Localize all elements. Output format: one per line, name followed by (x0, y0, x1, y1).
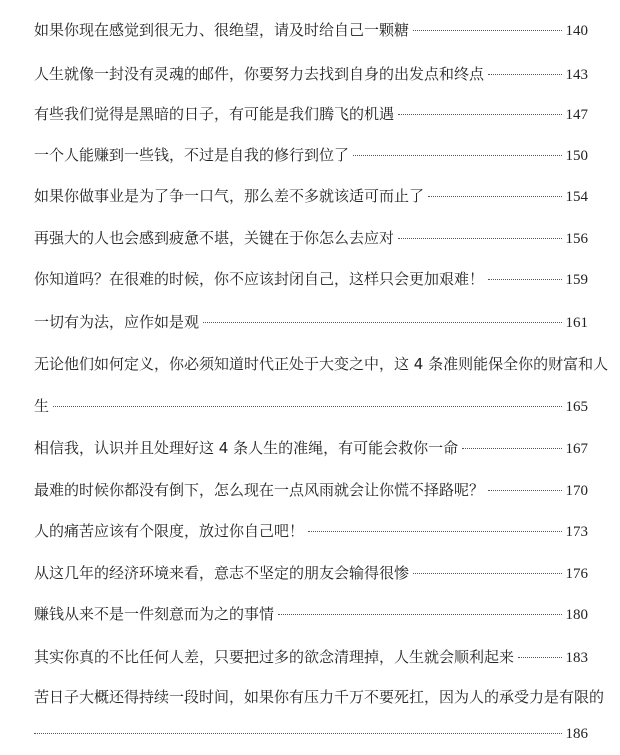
toc-entry-title[interactable]: 如果你做事业是为了争一口气，那么差不多就该适可而止了 (34, 187, 425, 205)
dot-leader (53, 406, 561, 407)
toc-entry[interactable] (34, 144, 588, 166)
toc-entry-title[interactable]: 人生就像一封没有灵魂的邮件，你要努力去找到自身的出发点和终点 (34, 65, 485, 83)
toc-entry-title-line1[interactable]: 无论他们如何定义，你必须知道时代正处于大变之中，这 4 条准则能保全你的财富和人 (34, 355, 609, 373)
toc-entry[interactable] (34, 227, 588, 249)
dot-leader (413, 30, 561, 31)
toc-entry[interactable] (34, 103, 588, 125)
toc-entry-title[interactable]: 你知道吗？在很难的时候，你不应该封闭自己，这样只会更加艰难！ (34, 270, 485, 288)
toc-entry[interactable] (34, 311, 588, 333)
toc-entry[interactable] (34, 268, 588, 290)
dot-leader (488, 490, 561, 491)
toc-entry-page: 150 (565, 148, 588, 164)
dot-leader (413, 573, 561, 574)
toc-entry[interactable] (34, 686, 605, 745)
toc-entry-title[interactable]: 相信我，认识并且处理好这 4 条人生的准绳，有可能会救你一命 (34, 439, 459, 457)
dot-leader (488, 279, 561, 280)
toc-entry[interactable] (34, 63, 588, 85)
toc-entry[interactable] (34, 185, 588, 207)
toc-entry-title[interactable]: 一切有为法，应作如是观 (34, 313, 200, 331)
toc-entry-page: 165 (565, 399, 588, 415)
toc-entry-page: 170 (565, 483, 588, 499)
dot-leader (518, 657, 561, 658)
dot-leader (428, 196, 561, 197)
toc-entry-title[interactable]: 最难的时候你都没有倒下，怎么现在一点风雨就会让你慌不择路呢？ (34, 481, 485, 499)
toc-entry-title[interactable]: 再强大的人也会感到疲惫不堪，关键在于你怎么去应对 (34, 229, 395, 247)
toc-entry-title[interactable]: 如果你现在感觉到很无力、很绝望，请及时给自己一颗糖 (34, 21, 410, 39)
toc-entry-title-line1[interactable]: 苦日子大概还得持续一段时间，如果你有压力千万不要死扛，因为人的承受力是有限的 (34, 688, 605, 706)
toc-entry-page: 186 (565, 726, 588, 742)
toc-entry-page: 154 (565, 189, 588, 205)
toc-entry-title-line2[interactable]: 生 (34, 397, 50, 415)
toc-entry-page: 183 (565, 650, 588, 666)
toc-entry-page: 173 (565, 524, 588, 540)
dot-leader (353, 155, 561, 156)
toc-entry-page: 176 (565, 566, 588, 582)
dot-leader (203, 322, 561, 323)
toc-entry[interactable] (34, 19, 588, 41)
dot-leader (398, 114, 561, 115)
toc-entry-title[interactable]: 赚钱从来不是一件刻意而为之的事情 (34, 605, 275, 623)
toc-entry-title[interactable]: 有些我们觉得是黑暗的日子，有可能是我们腾飞的机遇 (34, 105, 395, 123)
dot-leader (488, 74, 561, 75)
toc-entry[interactable] (34, 479, 588, 501)
dot-leader (278, 614, 561, 615)
toc-entry[interactable] (34, 646, 588, 668)
toc-entry-page: 180 (565, 607, 588, 623)
dot-leader (308, 531, 561, 532)
toc-entry-page: 161 (565, 315, 588, 331)
dot-leader (34, 733, 562, 734)
dot-leader (462, 448, 561, 449)
toc-entry-page: 147 (565, 107, 588, 123)
toc-entry-page: 143 (565, 67, 588, 83)
toc-entry-page: 140 (565, 23, 588, 39)
toc-entry[interactable] (34, 353, 609, 417)
toc-entry-page: 167 (565, 441, 588, 457)
toc-entry-title[interactable]: 从这几年的经济环境来看，意志不坚定的朋友会输得很惨 (34, 564, 410, 582)
toc-entry-page: 159 (565, 272, 588, 288)
toc-entry-title[interactable]: 其实你真的不比任何人差，只要把过多的欲念清理掉，人生就会顺利起来 (34, 648, 515, 666)
toc-entry[interactable] (34, 437, 588, 459)
toc-entry-title[interactable]: 人的痛苦应该有个限度，放过你自己吧！ (34, 522, 305, 540)
toc-entry[interactable] (34, 603, 588, 625)
toc-entry-title[interactable]: 一个人能赚到一些钱，不过是自我的修行到位了 (34, 146, 350, 164)
toc-entry[interactable] (34, 520, 588, 542)
toc-entry[interactable] (34, 562, 588, 584)
toc-entry-page: 156 (565, 231, 588, 247)
dot-leader (398, 238, 561, 239)
